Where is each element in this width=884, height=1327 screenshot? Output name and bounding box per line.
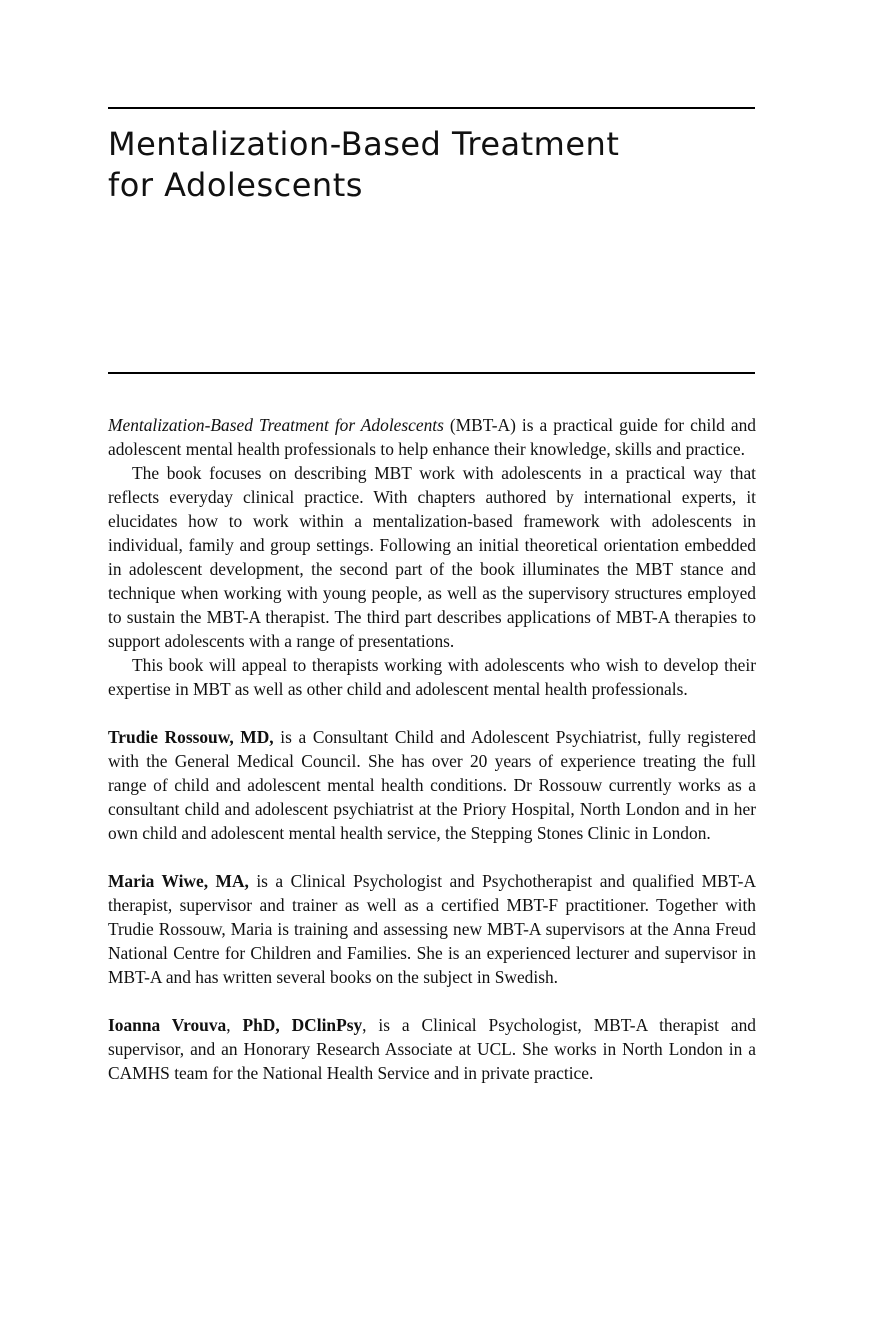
author-credentials: PhD, DClinPsy: [242, 1015, 363, 1035]
top-rule: [108, 107, 755, 109]
description-paragraph-1: [108, 413, 756, 461]
title-line-1: Mentalization-Based Treatment: [108, 125, 620, 163]
author-bio-vrouva: [108, 1013, 756, 1085]
title-line-2: for Adolescents: [108, 166, 363, 204]
book-title: [108, 124, 755, 206]
divider-rule: [108, 372, 755, 374]
author-bio-rossouw: [108, 725, 756, 845]
author-name-separator: ,: [226, 1015, 243, 1035]
description-text: (MBT-A) is a practical guide for child and adolescent mental health professionals to help enhance their knowledge, skills and practice.: [108, 415, 756, 459]
author-name: Ioanna Vrouva: [108, 1015, 227, 1035]
book-title-italic: Mentalization-Based Treatment for Adolescents: [108, 415, 444, 435]
author-bio-text: is a Clinical Psychologist and Psychotherapist and qualified MBT-A therapist, supervisor and trainer as well as a certified MBT-F practitioner. Together with Trudie Rossouw, Maria is training and assessing new MBT-A supervisors at the Anna Freud National Centre for Children and Families. She is an experienced lecturer and supervisor in MBT-A and has written several books on the subject in Swedish.: [108, 871, 757, 987]
book-description: [108, 413, 756, 1085]
author-name: Trudie Rossouw, MD,: [108, 727, 274, 747]
author-name: Maria Wiwe, MA,: [108, 871, 249, 891]
author-bio-text: , is a Clinical Psychologist, MBT-A therapist and supervisor, and an Honorary Research Associate at UCL. She works in North London in a CAMHS team for the National Health Service and in private practice.: [108, 1015, 756, 1083]
description-paragraph-3: This book will appeal to therapists working with adolescents who wish to develop their expertise in MBT as well as other child and adolescent mental health professionals.: [108, 655, 756, 699]
author-bio-text: is a Consultant Child and Adolescent Psychiatrist, fully registered with the General Medical Council. She has over 20 years of experience treating the full range of child and adolescent mental health conditions. Dr Rossouw currently works as a consultant child and adolescent psychiatrist at the Priory Hospital, North London and in her own child and adolescent mental health service, the Stepping Stones Clinic in London.: [108, 727, 756, 843]
description-paragraph-2: The book focuses on describing MBT work with adolescents in a practical way that reflects everyday clinical practice. With chapters authored by international experts, it elucidates how to work within a mentalization-based framework with adolescents in individual, family and group settings. Following an initial theoretical orientation embedded in adolescent development, the second part of the book illuminates the MBT stance and technique when working with young people, as well as the supervisory structures employed to sustain the MBT-A therapist. The third part describes applications of MBT-A therapies to support adolescents with a range of presentations.: [108, 463, 756, 651]
author-bio-wiwe: [108, 869, 756, 989]
